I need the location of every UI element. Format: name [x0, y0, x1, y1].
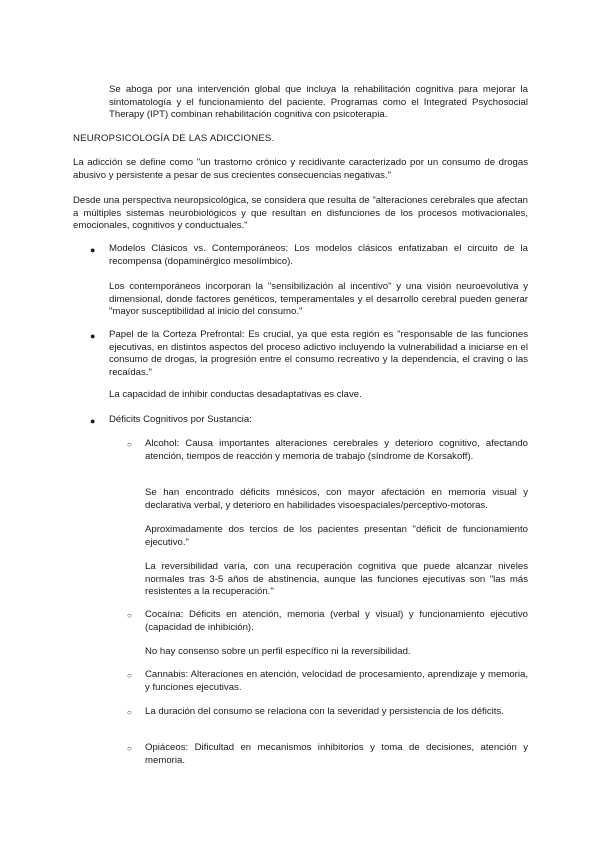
cannabis-text: Cannabis: Alteraciones en atención, velocidad de procesamiento, aprendizaje y memoria, y funciones ejecutivas. — [145, 669, 528, 693]
cocaine-extra: No hay consenso sobre un perfil específico ni la reversibilidad. — [145, 646, 411, 657]
sub-bullet-marker: ○ — [127, 744, 132, 753]
bullet-marker: ● — [90, 416, 96, 426]
sub-bullet-marker: ○ — [127, 708, 132, 717]
bullet-marker: ● — [90, 331, 96, 341]
bullet-models-text: Modelos Clásicos vs. Contemporáneos: Los modelos clásicos enfatizaban el circuito de la recompensa (dopaminérgico mesolímbico). — [109, 243, 528, 267]
sub-bullet-marker: ○ — [127, 611, 132, 620]
bullet-marker: ● — [90, 245, 96, 255]
alcohol-extra-memory: Se han encontrado déficits mnésicos, con mayor afectación en memoria visual y declarativa verbal, y deterioro en habilidades visoespaciales/perceptivo-motoras. — [145, 487, 528, 511]
perspective-paragraph: Desde una perspectiva neuropsicológica, se considera que resulta de "alteraciones cerebrales que afectan a múltiples sistemas neurobiológicos y que resultan en disfunciones de los procesos motivacionales, emocionales, cognitivos y conductuales." — [73, 195, 528, 232]
bullet-deficits-text: Déficits Cognitivos por Sustancia: — [109, 414, 252, 425]
definition-paragraph: La adicción se define como "un trastorno crónico y recidivante caracterizado por un consumo de drogas abusivo y persistente a pesar de sus crecientes consecuencias negativas." — [73, 157, 528, 181]
alcohol-extra-executive: Aproximadamente dos tercios de los pacientes presentan "déficit de funcionamiento ejecutivo." — [145, 524, 528, 548]
duration-text: La duración del consumo se relaciona con la severidad y persistencia de los déficits. — [145, 706, 504, 717]
bullet-models-extra: Los contemporáneos incorporan la "sensibilización al incentivo" y una visión neuroevolutiva y dimensional, donde factores genéticos, temperamentales y el desarrollo cerebral pueden generar "mayor susceptibilidad al inicio del consumo." — [109, 281, 528, 318]
sub-bullet-marker: ○ — [127, 671, 132, 680]
cocaine-text: Cocaína: Déficits en atención, memoria (verbal y visual) y funcionamiento ejecutivo (capacidad de inhibición). — [145, 609, 528, 633]
sub-bullet-marker: ○ — [127, 440, 132, 449]
bullet-prefrontal-extra: La capacidad de inhibir conductas desadaptativas es clave. — [109, 389, 362, 400]
opiates-text: Opiáceos: Dificultad en mecanismos inhibitorios y toma de decisiones, atención y memoria. — [145, 742, 528, 766]
bullet-prefrontal-text: Papel de la Corteza Prefrontal: Es crucial, ya que esta región es "responsable de las funciones ejecutivas, en distintos aspectos del proceso adictivo incluyendo la vulnerabilidad a iniciarse en el consumo de drogas, la progresión entre el consumo recreativo y la dependencia, el craving o las recaídas." — [109, 329, 528, 378]
section-heading: NEUROPSICOLOGÍA DE LAS ADICCIONES. — [73, 133, 275, 144]
ipt-paragraph: Se aboga por una intervención global que incluya la rehabilitación cognitiva para mejorar la sintomatología y el funcionamiento del paciente. Programas como el Integrated Psychosocial Therapy (IPT) combinan rehabilitación cognitiva con psicoterapia. — [109, 84, 528, 121]
alcohol-extra-reversibility: La reversibilidad varía, con una recuperación cognitiva que puede alcanzar niveles normales tras 3-5 años de abstinencia, aunque las funciones ejecutivas son "las más resistentes a la recuperación." — [145, 561, 528, 598]
alcohol-text: Alcohol: Causa importantes alteraciones cerebrales y deterioro cognitivo, afectando atención, tiempos de reacción y memoria de trabajo (síndrome de Korsakoff). — [145, 438, 528, 462]
